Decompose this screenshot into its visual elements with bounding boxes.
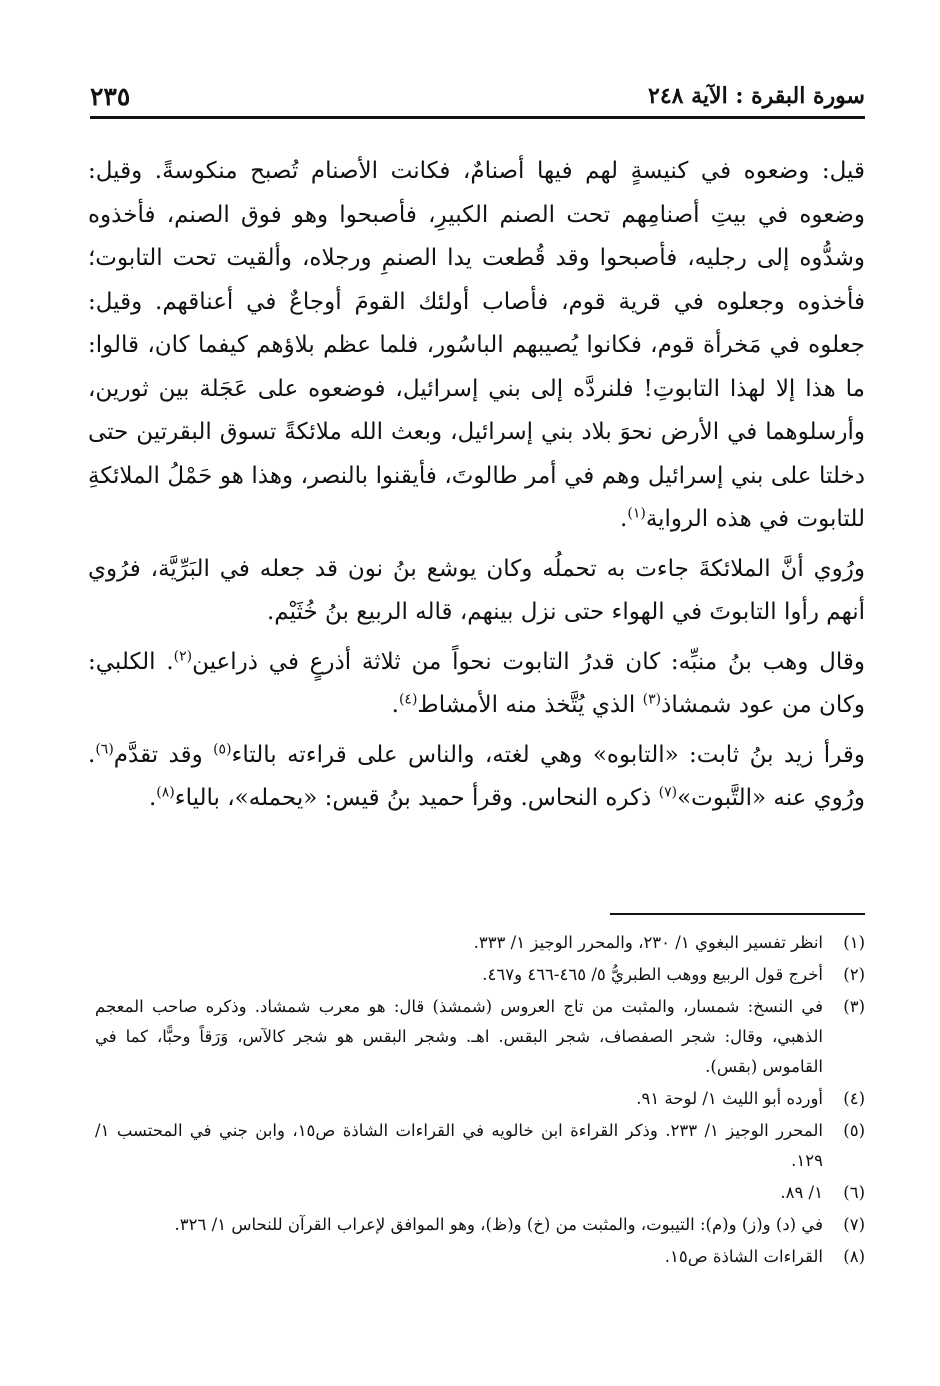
paragraph-4-end: . — [148, 785, 157, 811]
footnote-ref-3: (٣) — [642, 691, 662, 708]
paragraph-4-text-c: . ورُوي عنه «التَّبوت» — [88, 741, 865, 811]
footnote-number: (٥) — [843, 1121, 865, 1140]
paragraph-2 — [88, 548, 865, 635]
footnote-number: (٦) — [843, 1183, 865, 1202]
footnote-number: (٣) — [843, 997, 865, 1016]
paragraph-4 — [88, 734, 865, 821]
page-header — [90, 76, 865, 116]
footnote-text: أخرج قول الربيع ووهب الطبريُّ ٥/ ٤٦٥-٤٦٦ و٤٦٧. — [482, 965, 823, 984]
footnote-item — [95, 1242, 865, 1272]
footnote-number: (٧) — [843, 1215, 865, 1234]
footnote-text: انظر تفسير البغوي ١/ ٢٣٠، والمحرر الوجيز ١/ ٣٣٣. — [473, 933, 823, 952]
footnote-ref-7: (٧) — [658, 784, 678, 801]
footnote-ref-8: (٨) — [156, 784, 175, 801]
footnote-text: في النسخ: شمسار، والمثبت من تاج العروس (شمشذ) قال: هو معرب شمشاد. وذكره صاحب المعجم الذهبي، وقال: شجر الصفصاف، شجر البقس. اهـ. وشجر البقس هو شجر كالآس، وَرَقاً وحبًّا، كما في القاموس (بقس). — [95, 997, 823, 1076]
paragraph-3-text-a: وقال وهب بنُ منبِّه: كان قدرُ التابوت نحواً من ثلاثة أذرعٍ في ذراعين — [192, 648, 865, 675]
paragraph-3-end: . — [391, 692, 399, 718]
footnote-item — [95, 1116, 865, 1176]
footnote-ref-6: (٦) — [95, 740, 114, 757]
footnote-number: (٢) — [843, 965, 865, 984]
footnote-item — [95, 1178, 865, 1208]
footnote-ref-1: (١) — [627, 505, 646, 522]
footnote-item — [95, 928, 865, 958]
footnote-item — [95, 1084, 865, 1114]
footnote-rule — [610, 913, 865, 915]
paragraph-3-text-b: . الكلبي: وكان من عود شمشاذ — [88, 648, 865, 718]
footnote-item — [95, 1210, 865, 1240]
footnote-text: القراءات الشاذة ص١٥. — [664, 1247, 823, 1266]
footnotes — [95, 928, 865, 1274]
footnote-text: أورده أبو الليث ١/ لوحة ٩١. — [636, 1089, 823, 1108]
footnote-number: (٤) — [843, 1089, 865, 1108]
paragraph-4-text-a: وقرأ زيد بنُ ثابت: «التابوه» وهي لغته، والناس على قراءته بالتاء — [231, 741, 865, 768]
paragraph-1-end: . — [620, 506, 628, 532]
footnote-text: المحرر الوجيز ١/ ٢٣٣. وذكر القراءة ابن خالويه في القراءات الشاذة ص١٥، وابن جني في المحتسب ١/ ١٢٩. — [95, 1121, 823, 1170]
running-head: سورة البقرة : الآية ٢٤٨ — [648, 83, 865, 109]
main-text — [88, 150, 865, 827]
header-rule — [90, 116, 865, 119]
footnote-ref-5: (٥) — [213, 740, 232, 757]
footnote-number: (٨) — [843, 1247, 865, 1266]
footnote-item — [95, 992, 865, 1082]
paragraph-3 — [88, 641, 865, 728]
paragraph-3-text-c: الذي يُتَّخذ منه الأمشاط — [417, 692, 643, 718]
footnote-ref-4: (٤) — [398, 691, 418, 708]
footnote-ref-2: (٢) — [173, 647, 193, 664]
paragraph-4-text-d: ذكره النحاس. وقرأ حميد بنُ قيس: «يحمله»، بالياء — [174, 785, 659, 811]
page-number: ٢٣٥ — [90, 81, 131, 111]
footnote-text: في (د) و(ز) و(م): التيبوت، والمثبت من (خ) و(ظ)، وهو الموافق لإعراب القرآن للنحاس ١/ ٣٢٦. — [174, 1215, 823, 1234]
paragraph-2-text: ورُوي أنَّ الملائكةَ جاءت به تحملُه وكان يوشع بنُ نون قد جعله في البَرِّيَّة، فرُوي أنهم رأوا التابوتَ في الهواء حتى نزل بينهم، قاله الربيع بنُ خُثَيْم. — [88, 555, 865, 625]
footnote-text: ١/ ٨٩. — [780, 1183, 823, 1202]
paragraph-1-text: قيل: وضعوه في كنيسةٍ لهم فيها أصنامٌ، فكانت الأصنام تُصبح منكوسةً. وقيل: وضعوه في بيتِ أصنامِهم تحت الصنم الكبيرِ، فأصبحوا وهو فوق الصنم، فأخذوه وشدُّوه إلى رجليه، فأصبحوا وقد قُطعت يدا الصنمِ ورجلاه، وألقيت تحت التابوت؛ فأخذوه وجعلوه في قرية قوم، فأصاب أولئك القومَ أوجاعٌ في أعناقهم. وقيل: جعلوه في مَخرأة قوم، فكانوا يُصيبهم الباسُور، فلما عظم بلاؤهم كيفما كان، قالوا: ما هذا إلا لهذا التابوتِ! فلنردَّه إلى بني إسرائيل، فوضعوه على عَجَلة بين ثورين، وأرسلوهما في الأرض نحوَ بلاد بني إسرائيل، وبعث الله ملائكةً تسوق البقرتين حتى دخلتا على بني إسرائيل وهم في أمر طالوتَ، فأيقنوا بالنصر، وهذا هو حَمْلُ الملائكةِ للتابوت في هذه الرواية — [88, 158, 866, 532]
footnote-item — [95, 960, 865, 990]
footnote-number: (١) — [843, 933, 865, 952]
paragraph-1 — [88, 150, 865, 542]
paragraph-4-text-b: وقد تقدَّم — [113, 741, 214, 768]
